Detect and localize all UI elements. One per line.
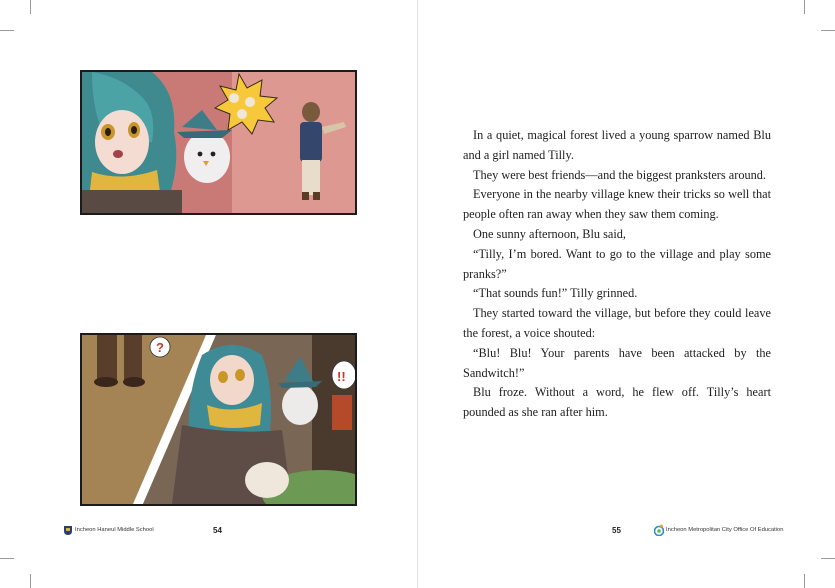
crop-mark: [821, 30, 835, 31]
comic-panel-top: [80, 70, 357, 215]
footer-school-name: Incheon Haneul Middle School: [75, 527, 154, 533]
page-number-right: 55: [612, 526, 621, 535]
story-paragraph: Everyone in the nearby village knew their tricks so well that people often ran away when they saw them coming.: [463, 187, 771, 222]
crop-mark: [804, 0, 805, 14]
story-paragraph: “Tilly, I’m bored. Want to go to the village and play some pranks?”: [463, 246, 771, 281]
page-number-left: 54: [213, 526, 222, 535]
crop-mark: [0, 558, 14, 559]
story-paragraph: “Blu! Blu! Your parents have been attacked by the Sandwitch!”: [463, 345, 771, 380]
left-page: [0, 0, 417, 588]
crop-mark: [804, 574, 805, 588]
story-paragraph: Blu froze. Without a word, he flew off. Tilly’s heart pounded as she ran after him.: [463, 385, 771, 420]
story-text: [463, 126, 771, 423]
story-paragraph: In a quiet, magical forest lived a young sparrow named Blu and a girl named Tilly.: [463, 128, 771, 162]
crop-mark: [0, 30, 14, 31]
story-paragraph: One sunny afternoon, Blu said,: [473, 226, 627, 241]
crop-mark: [30, 0, 31, 14]
comic-illustration-1: [82, 72, 355, 213]
education-office-logo-icon: [654, 524, 664, 536]
crop-mark: [30, 574, 31, 588]
story-paragraph: “That sounds fun!” Tilly grinned.: [473, 286, 638, 301]
exclaim-bubble-text: !!: [337, 369, 346, 384]
comic-illustration-2: [82, 335, 355, 504]
question-bubble-text: ?: [156, 340, 164, 355]
school-logo-icon: [64, 526, 72, 535]
footer-office-name: Incheon Metropolitan City Office Of Education: [666, 527, 784, 533]
crop-mark: [821, 558, 835, 559]
comic-panel-bottom: [80, 333, 357, 506]
story-paragraph: They started toward the village, but before they could leave the forest, a voice shouted:: [463, 306, 771, 340]
story-paragraph: They were best friends—and the biggest pranksters around.: [473, 167, 766, 182]
